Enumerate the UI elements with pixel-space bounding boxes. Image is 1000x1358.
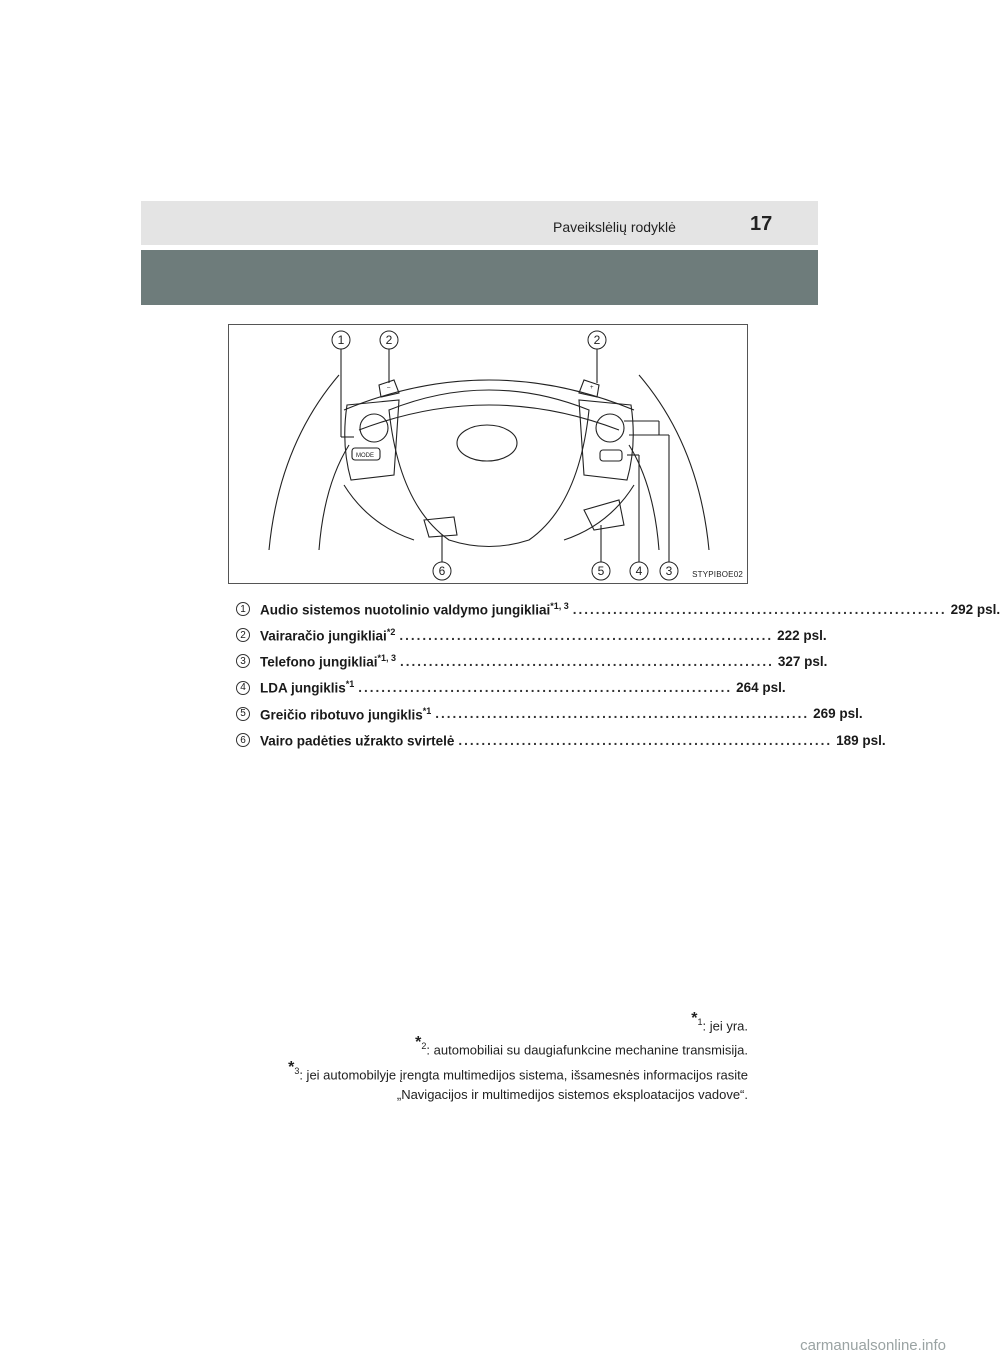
footnote-text: : jei automobilyje įrengta multimedijos sistema, išsamesnės informacijos rasite — [299, 1066, 748, 1082]
legend-page-ref: 327 psl. — [777, 653, 828, 669]
steering-wheel-illustration — [229, 325, 749, 585]
leader-dots: ................................................................. — [435, 706, 810, 722]
footnote-continuation — [188, 1085, 748, 1105]
legend-number: 1 — [236, 602, 250, 616]
callout-6: 6 — [438, 564, 446, 578]
footnote-text: : jei yra. — [702, 1018, 748, 1034]
legend-page-ref: 264 psl. — [736, 680, 786, 696]
airbag-cover — [389, 390, 589, 547]
legend-footnote-ref: *1 — [422, 705, 432, 716]
legend-page-ref: 292 psl. — [950, 601, 1000, 617]
footnote — [188, 1012, 748, 1036]
legend-label: Telefono jungikliai — [260, 654, 378, 670]
legend-footnote-ref: *1 — [345, 679, 355, 690]
legend-number: 3 — [236, 654, 250, 668]
footnote-number: 1 — [697, 1017, 703, 1027]
callout-2-left: 2 — [385, 333, 393, 347]
leader-dots: ................................................................. — [458, 732, 833, 748]
footnote — [188, 1036, 748, 1060]
footnote-star: * — [415, 1034, 422, 1052]
legend-page-ref: 269 psl. — [813, 706, 863, 722]
legend-label: Greičio ribotuvo jungiklis — [260, 707, 423, 723]
paddle-plus-label: + — [590, 385, 594, 391]
legend-item[interactable] — [236, 701, 863, 727]
footnote — [188, 1058, 748, 1085]
legend-number: 2 — [236, 628, 250, 642]
footnote-star: * — [691, 1010, 698, 1027]
legend-list — [236, 596, 1000, 753]
footnote-star: * — [288, 1058, 295, 1076]
callout-2-right: 2 — [593, 333, 601, 347]
emblem — [457, 425, 517, 461]
legend-number: 5 — [236, 707, 250, 721]
leader-dots: ................................................................. — [358, 680, 733, 696]
wheel-rim-right-outer — [639, 375, 709, 550]
watermark: carmanualsonline.info — [800, 1337, 946, 1354]
callout-4: 4 — [635, 564, 643, 578]
legend-item[interactable] — [236, 675, 786, 701]
figure-code: STYPIBOE02 — [692, 570, 743, 579]
header-band — [141, 250, 818, 305]
footnote-number: 2 — [421, 1041, 427, 1052]
legend-item[interactable] — [236, 596, 1000, 622]
legend-label: Audio sistemos nuotolinio valdymo jungikliai — [260, 602, 551, 618]
legend-label: LDA jungiklis — [260, 680, 346, 696]
legend-number: 6 — [236, 733, 250, 747]
leader-dots: ................................................................. — [399, 627, 774, 643]
mode-button-label: MODE — [356, 453, 374, 459]
leader-dots: ................................................................. — [572, 601, 947, 617]
legend-item[interactable] — [236, 727, 886, 753]
legend-footnote-ref: *2 — [386, 627, 396, 638]
footnote-text: : automobiliai su daugiafunkcine mechanine transmisija. — [426, 1042, 748, 1058]
speed-limiter-lever — [584, 500, 624, 530]
footnote-number: 3 — [294, 1065, 300, 1076]
legend-item[interactable] — [236, 622, 827, 648]
page-number: 17 — [750, 213, 773, 235]
legend-footnote-ref: *1, 3 — [377, 653, 397, 664]
legend-footnote-ref: *1, 3 — [550, 600, 569, 611]
callout-5: 5 — [597, 564, 605, 578]
callout-3: 3 — [665, 564, 673, 578]
legend-item[interactable] — [236, 648, 828, 674]
footnotes — [188, 1012, 748, 1105]
wheel-rim-left-outer — [269, 375, 339, 550]
leader-dots: ................................................................. — [400, 653, 774, 669]
telephone-button — [596, 414, 624, 442]
lda-button — [600, 450, 622, 461]
legend-page-ref: 222 psl. — [777, 627, 827, 643]
legend-label: Vairaračio jungikliai — [260, 628, 387, 644]
legend-number: 4 — [236, 681, 250, 695]
paddle-minus-label: – — [387, 385, 391, 391]
header-bar — [141, 201, 818, 245]
callout-1: 1 — [337, 333, 345, 347]
section-title: Paveikslėlių rodyklė — [553, 219, 676, 235]
steering-wheel-figure — [228, 324, 748, 584]
legend-label: Vairo padėties užrakto svirtelė — [260, 733, 455, 749]
footnote-text: „Navigacijos ir multimedijos sistemos eksploatacijos vadove“. — [396, 1086, 748, 1102]
legend-page-ref: 189 psl. — [836, 732, 886, 748]
